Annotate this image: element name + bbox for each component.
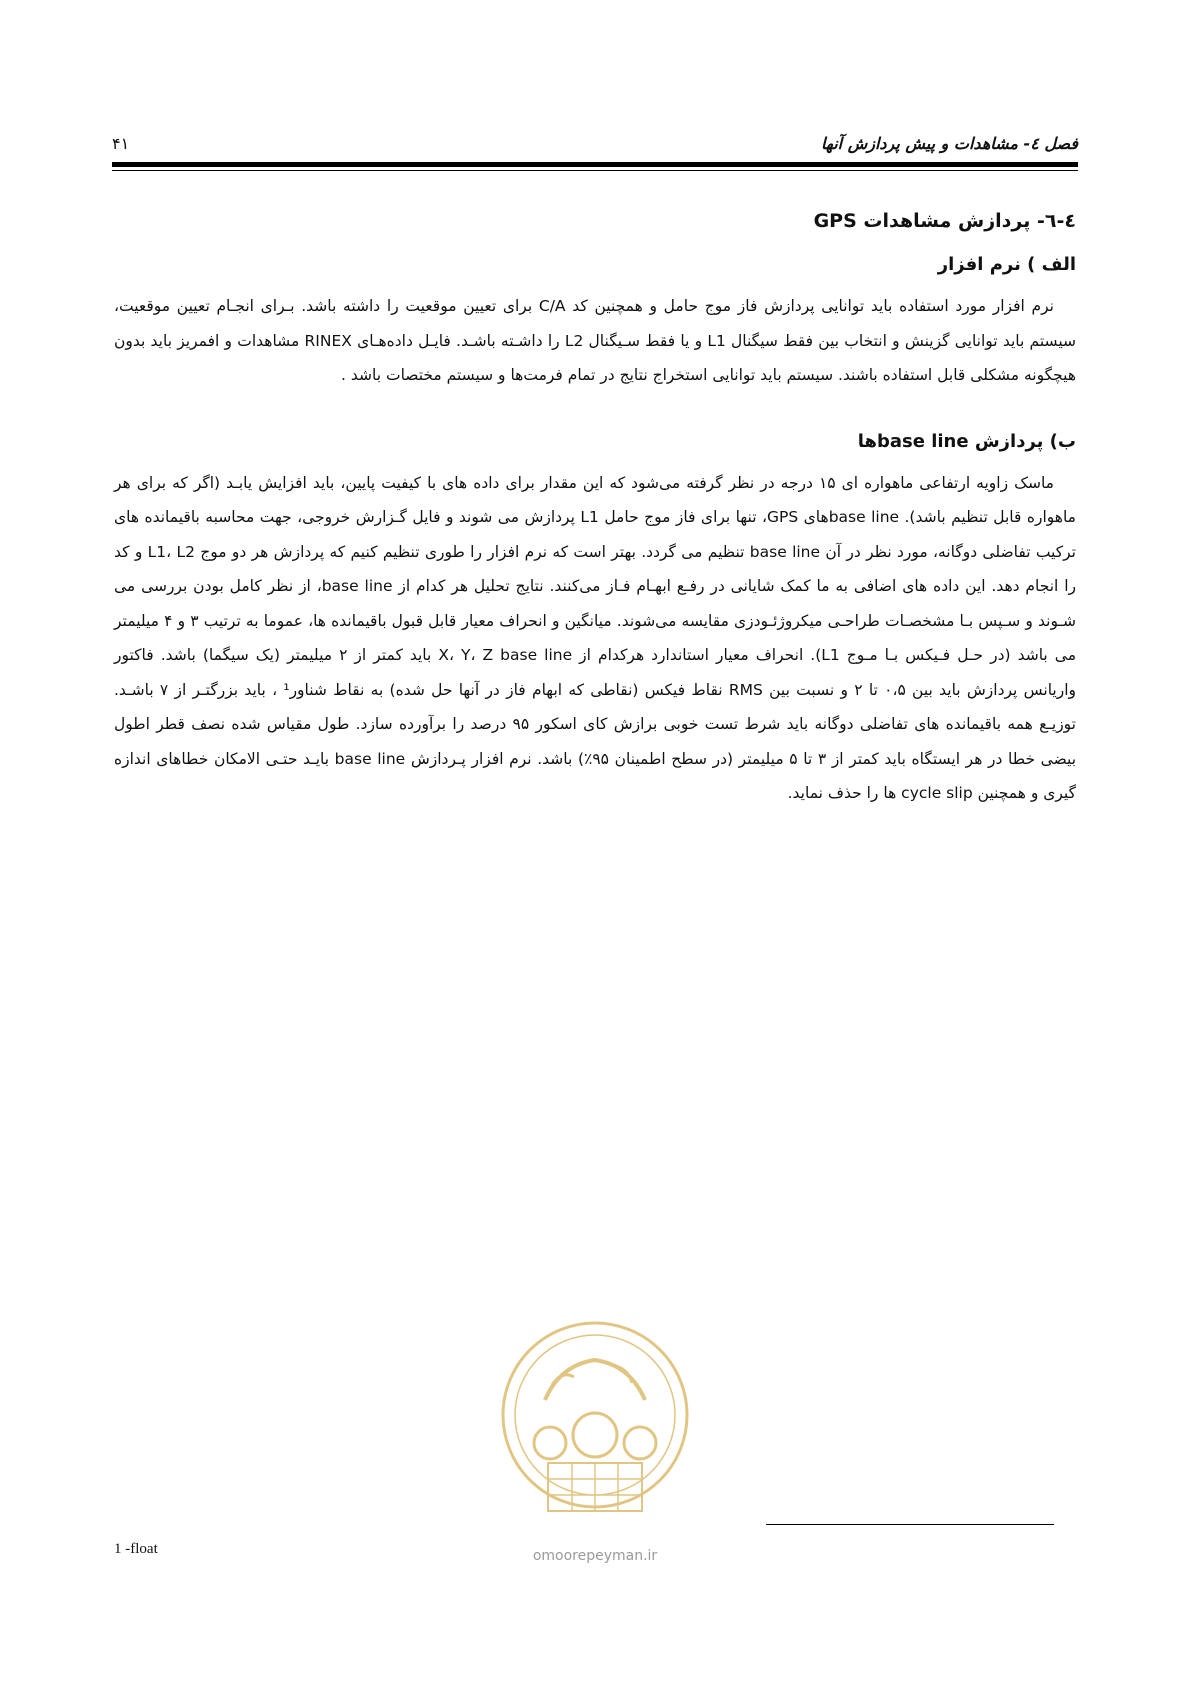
page-header xyxy=(112,132,1078,154)
watermark-logo-icon xyxy=(490,1305,700,1535)
header-rule-thick xyxy=(112,162,1078,167)
subsection-b-paragraph: ماسک زاویه ارتفاعی ماهواره ای ۱۵ درجه در نظر گرفته می‌شود که این مقدار برای داده های با کیفیت پایین، باید افزایش یابـد (اگر که برای هر ماهواره قابل تنظیم باشد). base lineهای GPS، تنها برای فاز موج حامل L1 پردازش می شوند و فایل گـزارش خروجی، جهت محاسبه باقیمانده های ترکیب تفاضلی دوگانه، مورد نظر در آن base line تنظیم می گردد. بهتر است که نرم افزار را طوری تنظیم کنیم که پردازش هر دو موج L1، L2 و کد را انجام دهد. این داده های اضافی به ما کمک شایانی در رفـع ابهـام فـاز می‌کنند. نتایج تحلیل هر کدام از base line، از نظر کامل بودن بررسی می شـوند و سـپس بـا مشخصـات طراحـی میکروژئـودزی مقایسه می‌شوند. میانگین و انحراف معیار قابل قبول باقیمانده ها، عموما به ترتیب ۳ و ۴ میلیمتر می باشد (در حـل فـیکس بـا مـوج L1). انحراف معیار استاندارد هرکدام از X، Y، Z base line باید کمتر از ۲ میلیمتر (یک سیگما) باشد. فاکتور واریانس پردازش باید بین ۰،۵ تا ۲ و نسبت بین RMS نقاط فیکس (نقاطی که ابهام فاز در آنها حل شده) به نقاط شناور¹ ، باید بزرگتـر از ۷ باشـد. توزیـع همه باقیمانده های تفاضلی دوگانه باید شرط تست خوبی برازش کای اسکور ۹۵ درصد را برآورده سازد. طول مقیاس شده نصف قطر اطول بیضی خطا در هر ایستگاه باید کمتر از ۳ تا ۵ میلیمتر (در سطح اطمینان ۹۵٪) باشد. نرم افزار پـردازش base line بایـد حتـی الامکان خطاهای اندازه گیری و همچنین cycle slip ها را حذف نماید. xyxy=(114,473,1077,802)
subsection-a-title: الف ) نرم افزار xyxy=(937,254,1076,275)
section-title: ٤-٦- پردازش مشاهدات GPS xyxy=(813,210,1076,232)
footnote: 1 -float xyxy=(114,1541,158,1557)
footnote-rule xyxy=(766,1524,1054,1525)
chapter-title: فصل ٤- مشاهدات و پیش پردازش آنها xyxy=(820,133,1078,153)
subsection-b-title: ب) پردازش base lineها xyxy=(857,430,1076,452)
page-number: ۴۱ xyxy=(112,133,130,153)
subsection-a-paragraph: نرم افزار مورد استفاده باید توانایی پردازش فاز موج حامل و همچنین کد C/A برای تعیین موقعیت را داشته باشد. بـرای انجـام تعیین موقعیت، سیستم باید توانایی گزینش و انتخاب بین فقط سیگنال L1 و یا فقط سـیگنال L2 را داشـته باشـد. فایـل داده‌هـای RINEX مشاهدات و افمریز باید بدون هیچگونه مشکلی قابل استفاده باشند. سیستم باید توانایی استخراج نتایج در تمام فرمت‌ها و سیستم مختصات باشد . xyxy=(114,297,1077,384)
header-rule-thin xyxy=(112,170,1078,171)
main-content xyxy=(114,210,1076,811)
watermark-url: omoorepeyman.ir xyxy=(532,1548,658,1564)
